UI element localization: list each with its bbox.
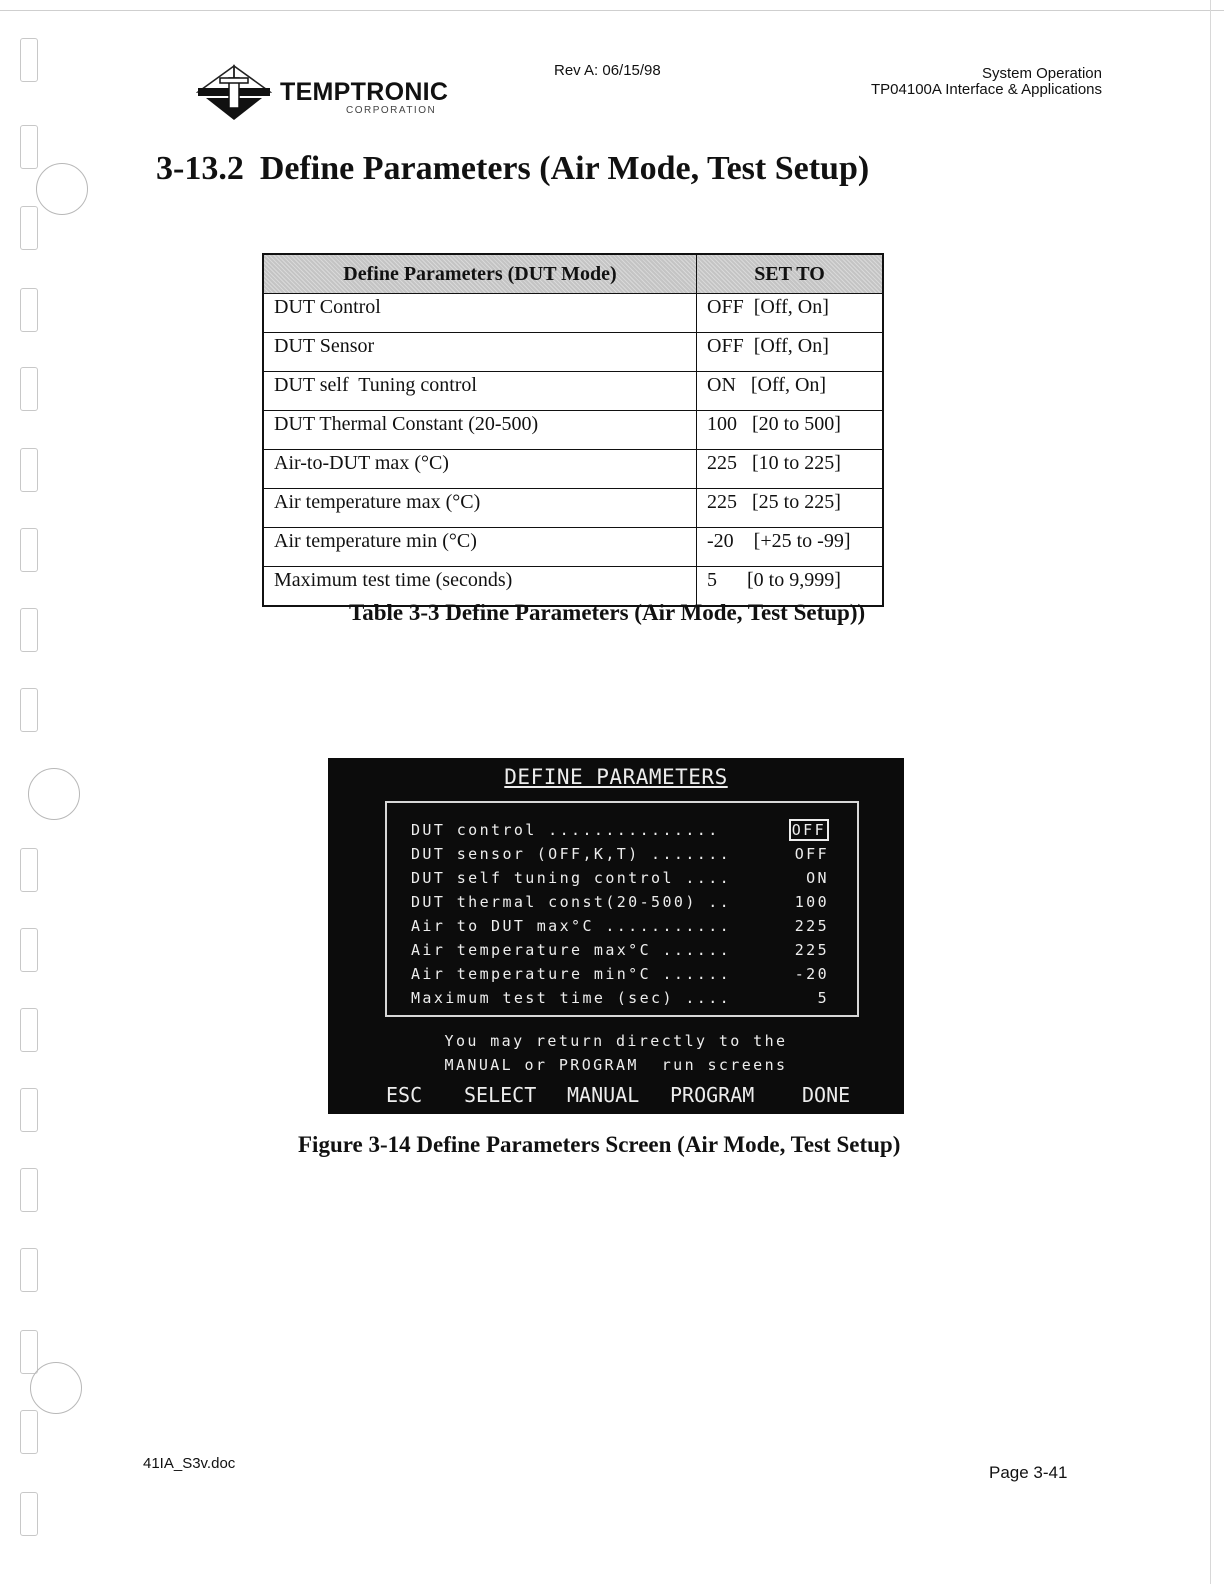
table-cell-parameter: DUT Control (263, 294, 697, 333)
screen-row-value[interactable]: -20 (794, 965, 829, 983)
table-cell-setting: -20 [+25 to -99] (697, 528, 884, 567)
revision-date: Rev A: 06/15/98 (554, 62, 661, 79)
table-row (263, 450, 883, 489)
table-row (263, 333, 883, 372)
table-row (263, 528, 883, 567)
table-caption: Table 3-3 Define Parameters (Air Mode, Test Setup)) (349, 600, 866, 625)
parameters-table (262, 253, 884, 607)
table-header-row (263, 254, 883, 294)
header-section-name: System Operation (981, 65, 1102, 82)
screen-row-dut-control[interactable] (411, 821, 829, 845)
temptronic-logo-icon (196, 64, 272, 122)
table-cell-parameter: Air temperature min (°C) (263, 528, 697, 567)
table-cell-setting: 225 [10 to 225] (697, 450, 884, 489)
binder-slot (20, 928, 38, 972)
screen-row-air-temp-min[interactable] (411, 965, 829, 989)
binder-slot (20, 1168, 38, 1212)
screen-row-label: DUT control ............... (411, 821, 720, 839)
done-softkey[interactable]: DONE (802, 1083, 851, 1107)
binder-slot (20, 1492, 38, 1536)
table-cell-parameter: Air-to-DUT max (°C) (263, 450, 697, 489)
screen-row-value[interactable]: 225 (794, 941, 829, 959)
screen-row-value[interactable]: 225 (794, 917, 829, 935)
table-cell-parameter: Air temperature max (°C) (263, 489, 697, 528)
table-cell-parameter: DUT self Tuning control (263, 372, 697, 411)
section-title: Define Parameters (Air Mode, Test Setup) (259, 150, 870, 187)
screen-row-dut-self-tuning[interactable] (411, 869, 829, 893)
screen-row-dut-sensor[interactable] (411, 845, 829, 869)
binder-ring-hole (36, 163, 88, 215)
company-logo (196, 64, 456, 124)
screen-row-air-to-dut-max[interactable] (411, 917, 829, 941)
footer-filename: 41IA_S3v.doc (143, 1455, 236, 1472)
screen-row-label: Air to DUT max°C ........... (411, 917, 732, 935)
screen-row-dut-thermal-const[interactable] (411, 893, 829, 917)
table-cell-setting: 225 [25 to 225] (697, 489, 884, 528)
select-softkey[interactable]: SELECT (464, 1083, 537, 1107)
table-row (263, 489, 883, 528)
binder-slot (20, 206, 38, 250)
screen-row-value-selected[interactable]: OFF (789, 819, 829, 841)
screen-message-line: You may return directly to the (444, 1032, 788, 1050)
right-edge-rule (1210, 0, 1211, 1584)
screen-row-label: Maximum test time (sec) .... (411, 989, 732, 1007)
screen-row-air-temp-max[interactable] (411, 941, 829, 965)
table-cell-setting: 100 [20 to 500] (697, 411, 884, 450)
screen-row-value[interactable]: 5 (817, 989, 829, 1007)
top-edge-rule (0, 10, 1224, 11)
screen-row-value[interactable]: OFF (794, 845, 829, 863)
binder-slot (20, 1008, 38, 1052)
binder-slot (20, 1248, 38, 1292)
table-cell-parameter: DUT Thermal Constant (20-500) (263, 411, 697, 450)
manual-softkey[interactable]: MANUAL (567, 1083, 640, 1107)
table-cell-parameter: DUT Sensor (263, 333, 697, 372)
logo-subtitle: CORPORATION (346, 105, 437, 116)
table-header-set-to: SET TO (697, 254, 884, 294)
header-right (871, 66, 1102, 98)
screen-row-max-test-time[interactable] (411, 989, 829, 1013)
table-cell-setting: 5 [0 to 9,999] (697, 567, 884, 607)
binder-slot (20, 688, 38, 732)
table-row (263, 294, 883, 333)
table-row (263, 372, 883, 411)
screen-softkey-menu (378, 1083, 868, 1109)
screen-row-value[interactable]: 100 (794, 893, 829, 911)
binder-slot (20, 367, 38, 411)
binder-slot (20, 125, 38, 169)
binder-ring-hole (28, 768, 80, 820)
binder-slot (20, 38, 38, 82)
binder-slot (20, 448, 38, 492)
footer-page-number: Page 3-41 (989, 1463, 1068, 1482)
table-cell-setting: OFF [Off, On] (697, 294, 884, 333)
logo-wordmark: TEMPTRONIC (280, 78, 449, 106)
section-number: 3-13.2 (156, 150, 244, 187)
screen-row-label: DUT self tuning control .... (411, 869, 732, 887)
screen-row-label: Air temperature max°C ...... (411, 941, 732, 959)
binder-slot (20, 1330, 38, 1374)
binder-slot (20, 1088, 38, 1132)
screen-row-label: Air temperature min°C ...... (411, 965, 732, 983)
binder-ring-hole (30, 1362, 82, 1414)
header-document-ref: TP04100A Interface & Applications (871, 81, 1102, 98)
table-cell-parameter: Maximum test time (seconds) (263, 567, 697, 607)
screen-row-value[interactable]: ON (806, 869, 829, 887)
binder-slot (20, 1410, 38, 1454)
binder-slot (20, 848, 38, 892)
program-softkey[interactable]: PROGRAM (670, 1083, 755, 1107)
screen-title: DEFINE PARAMETERS (504, 765, 728, 789)
figure-caption: Figure 3-14 Define Parameters Screen (Air Mode, Test Setup) (298, 1132, 901, 1157)
table-cell-setting: OFF [Off, On] (697, 333, 884, 372)
screen-message-line: MANUAL or PROGRAM run screens (444, 1056, 788, 1074)
table-row (263, 411, 883, 450)
table-header-parameter: Define Parameters (DUT Mode) (263, 254, 697, 294)
define-parameters-screen (328, 758, 904, 1114)
binder-slot (20, 288, 38, 332)
binder-holes (0, 0, 90, 1584)
binder-slot (20, 528, 38, 572)
binder-slot (20, 608, 38, 652)
screen-parameter-box (385, 801, 859, 1017)
esc-softkey[interactable]: ESC (386, 1083, 423, 1107)
screen-row-label: DUT thermal const(20-500) .. (411, 893, 732, 911)
table-cell-setting: ON [Off, On] (697, 372, 884, 411)
screen-row-label: DUT sensor (OFF,K,T) ....... (411, 845, 732, 863)
section-heading (156, 150, 869, 188)
